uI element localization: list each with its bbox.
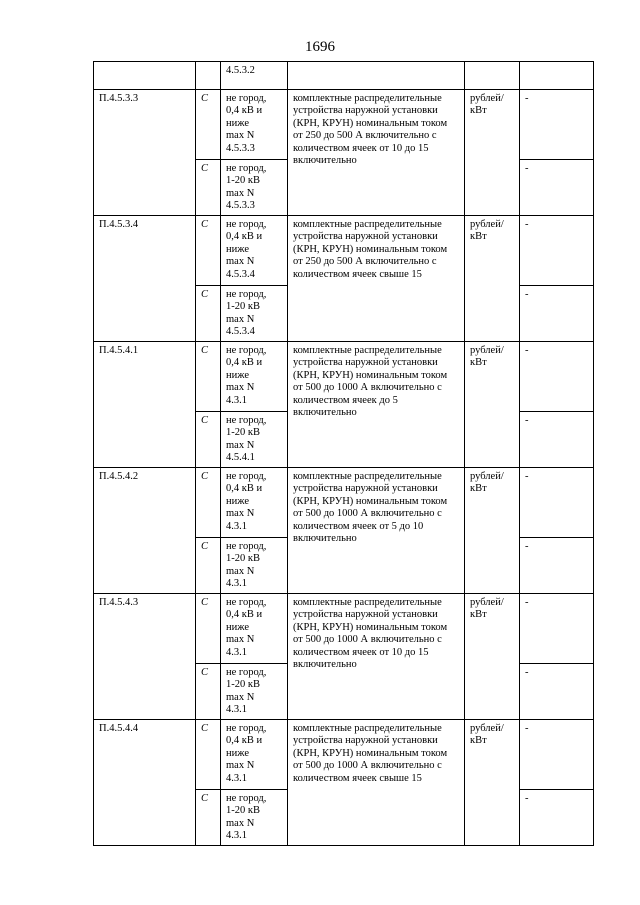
condition-line: 1-20 кВ: [226, 805, 260, 817]
category-cell: С: [196, 90, 221, 160]
condition-line: 0,4 кВ и: [226, 231, 263, 243]
unit-cell: рублей/ кВт: [465, 342, 520, 468]
condition-line: 0,4 кВ и: [226, 609, 263, 621]
table-row: [94, 342, 594, 412]
value-cell: -: [520, 216, 594, 286]
category-cell: С: [196, 664, 221, 720]
description-cell: комплектные распределительные устройства наружной установки (КРН, КРУН) номинальным током от 500 до 1000 А включительно с количеством ячеек от 5 до 10 включительно: [288, 468, 465, 594]
condition-line: 4.5.3.4: [226, 268, 255, 280]
code-cell: [94, 62, 196, 90]
condition-line: не город,: [226, 345, 267, 356]
category-cell: С: [196, 412, 221, 468]
table-row: [94, 720, 594, 790]
unit-cell: рублей/ кВт: [465, 720, 520, 846]
condition-line: 0,4 кВ и: [226, 735, 263, 747]
condition-line: max N: [226, 691, 255, 703]
category-cell: С: [196, 342, 221, 412]
value-cell: -: [520, 90, 594, 160]
condition-cell: [221, 90, 288, 160]
value-cell: -: [520, 468, 594, 538]
condition-line: max N: [226, 130, 255, 142]
condition-line: max N: [226, 313, 255, 325]
condition-line: не город,: [226, 793, 267, 804]
condition-cell: [221, 160, 288, 216]
condition-line: не город,: [226, 541, 267, 552]
condition-line: 4.3.1: [226, 394, 247, 406]
condition-line: 4.3.1: [226, 646, 247, 658]
condition-cell: [221, 412, 288, 468]
condition-line: ниже: [226, 369, 250, 381]
value-cell: -: [520, 594, 594, 664]
condition-line: не город,: [226, 723, 267, 734]
condition-cell: [221, 286, 288, 342]
value-cell: -: [520, 160, 594, 216]
unit-cell: рублей/ кВт: [465, 216, 520, 342]
condition-line: 4.3.1: [226, 704, 247, 716]
category-cell: С: [196, 790, 221, 846]
condition-line: ниже: [226, 621, 250, 633]
category-cell: С: [196, 594, 221, 664]
value-cell: [520, 62, 594, 90]
category-cell: С: [196, 160, 221, 216]
condition-line: 4.5.3.3: [226, 200, 255, 212]
item-code-cell: П.4.5.4.3: [94, 594, 196, 720]
condition-cell: [221, 720, 288, 790]
condition-line: max N: [226, 382, 255, 394]
condition-line: 4.5.3.4: [226, 326, 255, 338]
condition-line: не город,: [226, 93, 267, 104]
condition-cell: [221, 62, 288, 90]
unit-cell: рублей/ кВт: [465, 468, 520, 594]
item-code-cell: П.4.5.3.4: [94, 216, 196, 342]
condition-line: не город,: [226, 471, 267, 482]
category-cell: С: [196, 216, 221, 286]
description-cell: комплектные распределительные устройства наружной установки (КРН, КРУН) номинальным током от 250 до 500 А включительно с количеством ячеек от 10 до 15 включительно: [288, 90, 465, 216]
condition-line: ниже: [226, 747, 250, 759]
condition-line: не город,: [226, 289, 267, 300]
value-cell: -: [520, 412, 594, 468]
condition-line: 0,4 кВ и: [226, 357, 263, 369]
condition-cell: [221, 664, 288, 720]
condition-line: 1-20 кВ: [226, 679, 260, 691]
condition-line: 1-20 кВ: [226, 553, 260, 565]
category-cell: [196, 62, 221, 90]
unit-cell: рублей/ кВт: [465, 594, 520, 720]
value-cell: -: [520, 664, 594, 720]
condition-line: 4.3.1: [226, 520, 247, 532]
description-cell: комплектные распределительные устройства наружной установки (КРН, КРУН) номинальным током от 500 до 1000 А включительно с количеством ячеек до 5 включительно: [288, 342, 465, 468]
condition-line: max N: [226, 760, 255, 772]
item-code-cell: П.4.5.4.2: [94, 468, 196, 594]
condition-line: max N: [226, 256, 255, 268]
value-cell: -: [520, 790, 594, 846]
condition-cell: [221, 216, 288, 286]
category-cell: С: [196, 468, 221, 538]
condition-line: 4.5.3.2: [226, 65, 255, 76]
description-cell: комплектные распределительные устройства наружной установки (КРН, КРУН) номинальным током от 500 до 1000 А включительно с количеством ячеек от 10 до 15 включительно: [288, 594, 465, 720]
table-row: [94, 594, 594, 664]
value-cell: -: [520, 538, 594, 594]
value-cell: -: [520, 720, 594, 790]
condition-line: ниже: [226, 495, 250, 507]
condition-line: не город,: [226, 415, 267, 426]
condition-line: не город,: [226, 667, 267, 678]
item-code-cell: П.4.5.3.3: [94, 90, 196, 216]
condition-line: 1-20 кВ: [226, 175, 260, 187]
condition-cell: [221, 342, 288, 412]
category-cell: С: [196, 720, 221, 790]
condition-line: 0,4 кВ и: [226, 105, 263, 117]
category-cell: С: [196, 538, 221, 594]
condition-line: 4.3.1: [226, 830, 247, 842]
condition-cell: [221, 468, 288, 538]
page-number: 1696: [305, 39, 335, 55]
tariff-table-body: [94, 62, 594, 846]
condition-line: ниже: [226, 243, 250, 255]
continuation-row: [94, 62, 594, 90]
item-code-cell: П.4.5.4.4: [94, 720, 196, 846]
condition-line: max N: [226, 187, 255, 199]
table-row: [94, 468, 594, 538]
condition-cell: [221, 538, 288, 594]
condition-line: не город,: [226, 597, 267, 608]
condition-line: 4.5.4.1: [226, 452, 255, 464]
description-cell: комплектные распределительные устройства наружной установки (КРН, КРУН) номинальным током от 250 до 500 А включительно с количеством ячеек свыше 15: [288, 216, 465, 342]
condition-line: 4.5.3.3: [226, 142, 255, 154]
condition-line: 1-20 кВ: [226, 427, 260, 439]
condition-line: 4.3.1: [226, 772, 247, 784]
condition-cell: [221, 594, 288, 664]
item-code-cell: П.4.5.4.1: [94, 342, 196, 468]
condition-line: max N: [226, 508, 255, 520]
condition-line: не город,: [226, 163, 267, 174]
unit-cell: рублей/ кВт: [465, 90, 520, 216]
condition-line: не город,: [226, 219, 267, 230]
condition-line: max N: [226, 634, 255, 646]
unit-cell: [465, 62, 520, 90]
condition-line: max N: [226, 817, 255, 829]
description-cell: [288, 62, 465, 90]
value-cell: -: [520, 342, 594, 412]
value-cell: -: [520, 286, 594, 342]
table-row: [94, 216, 594, 286]
table-row: [94, 90, 594, 160]
tariff-table: [93, 61, 594, 846]
condition-line: 4.3.1: [226, 578, 247, 590]
condition-cell: [221, 790, 288, 846]
condition-line: 0,4 кВ и: [226, 483, 263, 495]
condition-line: max N: [226, 565, 255, 577]
condition-line: 1-20 кВ: [226, 301, 260, 313]
description-cell: комплектные распределительные устройства наружной установки (КРН, КРУН) номинальным током от 500 до 1000 А включительно с количеством ячеек свыше 15: [288, 720, 465, 846]
condition-line: max N: [226, 439, 255, 451]
category-cell: С: [196, 286, 221, 342]
condition-line: ниже: [226, 117, 250, 129]
